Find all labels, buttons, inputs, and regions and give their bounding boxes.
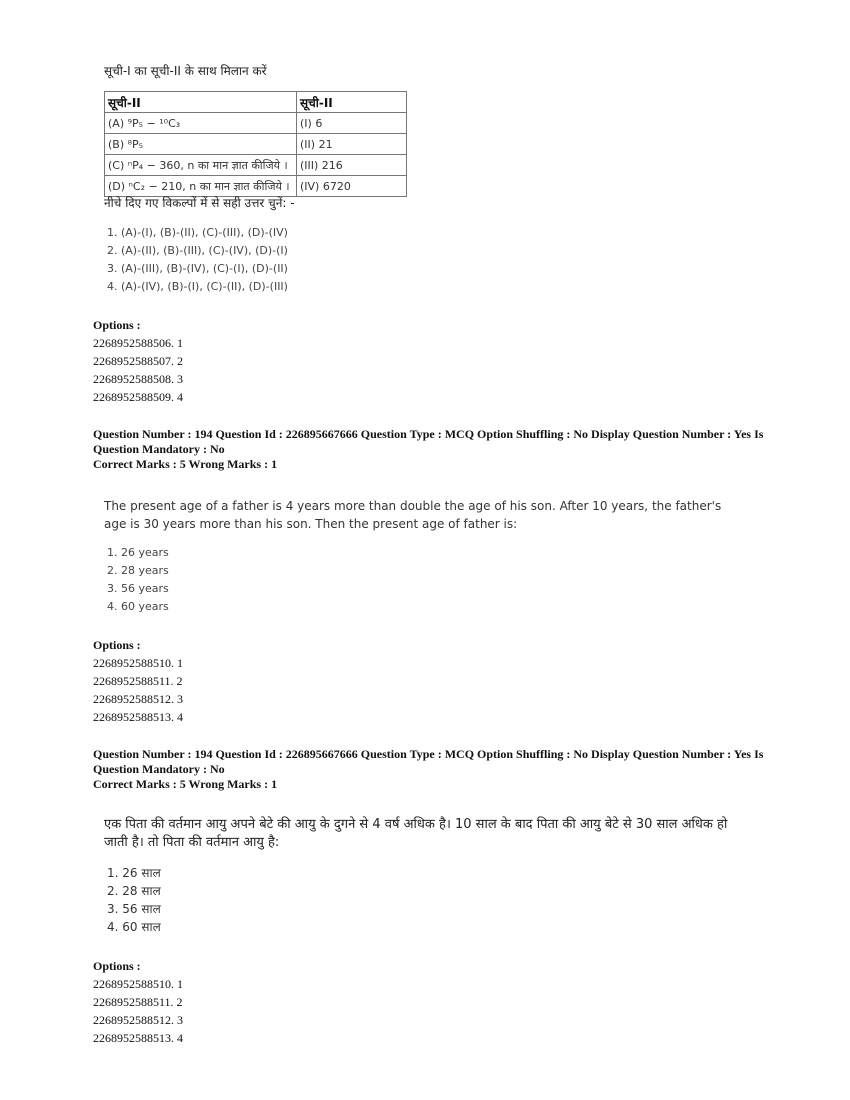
option-id: 2268952588508. 3 <box>93 372 183 386</box>
match-instruction: नीचे दिए गए विकल्पों में से सही उत्तर चुनें: - <box>104 196 295 210</box>
marks-line: Correct Marks : 5 Wrong Marks : 1 <box>93 777 278 791</box>
table-row <box>105 155 407 176</box>
question-meta-line: Question Number : 194 Question Id : 226895667666 Question Type : MCQ Option Shuffling : No Display Question Number : Yes Is Question Mandatory : No <box>93 747 764 776</box>
list-item: 4. 60 years <box>107 600 169 613</box>
list-item: 3. 56 साल <box>107 902 161 916</box>
list-2-header: सूची-II <box>297 92 407 113</box>
list-1-item: (D) ⁿC₂ − 210, n का मान ज्ञात कीजिये । <box>105 176 297 197</box>
question-meta-line: Question Number : 194 Question Id : 226895667666 Question Type : MCQ Option Shuffling : No Display Question Number : Yes Is Question Mandatory : No <box>93 427 764 456</box>
question-choice-list <box>107 864 161 936</box>
list-2-item: (I) 6 <box>297 113 407 134</box>
option-id: 2268952588506. 1 <box>93 336 183 350</box>
list-1-item: (A) ⁹P₅ − ¹⁰C₃ <box>105 113 297 134</box>
question-options <box>93 957 183 1047</box>
list-item: 4. (A)-(IV), (B)-(I), (C)-(II), (D)-(III) <box>107 280 288 293</box>
match-question-intro: सूची-I का सूची-II के साथ मिलान करें <box>104 64 267 78</box>
list-item: 2. (A)-(II), (B)-(III), (C)-(IV), (D)-(I) <box>107 244 288 257</box>
marks-line: Correct Marks : 5 Wrong Marks : 1 <box>93 457 278 471</box>
list-item: 1. 26 साल <box>107 866 161 880</box>
options-label: Options : <box>93 638 141 652</box>
list-item: 3. (A)-(III), (B)-(IV), (C)-(I), (D)-(II) <box>107 262 288 275</box>
question-options <box>93 636 183 726</box>
question-text: एक पिता की वर्तमान आयु अपने बेटे की आयु के दुगने से 4 वर्ष अधिक है। 10 साल के बाद पिता की आयु बेटे से 30 साल अधिक हो जाती है। तो पिता की वर्तमान आयु है: <box>104 817 728 850</box>
list-1-item: (B) ⁸P₅ <box>105 134 297 155</box>
list-2-item: (II) 21 <box>297 134 407 155</box>
list-item: 2. 28 साल <box>107 884 161 898</box>
table-row <box>105 113 407 134</box>
match-table <box>104 91 407 197</box>
option-id: 2268952588511. 2 <box>93 674 183 688</box>
option-id: 2268952588507. 2 <box>93 354 183 368</box>
list-1-item: (C) ⁿP₄ − 360, n का मान ज्ञात कीजिये । <box>105 155 297 176</box>
question-text: The present age of a father is 4 years more than double the age of his son. After 10 years, the father's age is 30 years more than his son. Then the present age of father is: <box>104 499 722 531</box>
option-id: 2268952588511. 2 <box>93 995 183 1009</box>
option-id: 2268952588513. 4 <box>93 710 183 724</box>
question-choice-list <box>107 544 169 616</box>
options-label: Options : <box>93 959 141 973</box>
list-item: 4. 60 साल <box>107 920 161 934</box>
option-id: 2268952588510. 1 <box>93 656 183 670</box>
list-2-item: (IV) 6720 <box>297 176 407 197</box>
list-item: 1. (A)-(I), (B)-(II), (C)-(III), (D)-(IV) <box>107 226 288 239</box>
option-id: 2268952588509. 4 <box>93 390 183 404</box>
list-item: 1. 26 years <box>107 546 169 559</box>
list-item: 2. 28 years <box>107 564 169 577</box>
question-meta <box>93 427 773 472</box>
table-row <box>105 134 407 155</box>
list-item: 3. 56 years <box>107 582 169 595</box>
option-id: 2268952588513. 4 <box>93 1031 183 1045</box>
question-meta <box>93 747 773 792</box>
option-id: 2268952588510. 1 <box>93 977 183 991</box>
option-id: 2268952588512. 3 <box>93 692 183 706</box>
list-2-item: (III) 216 <box>297 155 407 176</box>
option-id: 2268952588512. 3 <box>93 1013 183 1027</box>
match-choice-list <box>107 224 288 296</box>
options-label: Options : <box>93 318 141 332</box>
match-options <box>93 316 183 406</box>
list-1-header: सूची-II <box>105 92 297 113</box>
